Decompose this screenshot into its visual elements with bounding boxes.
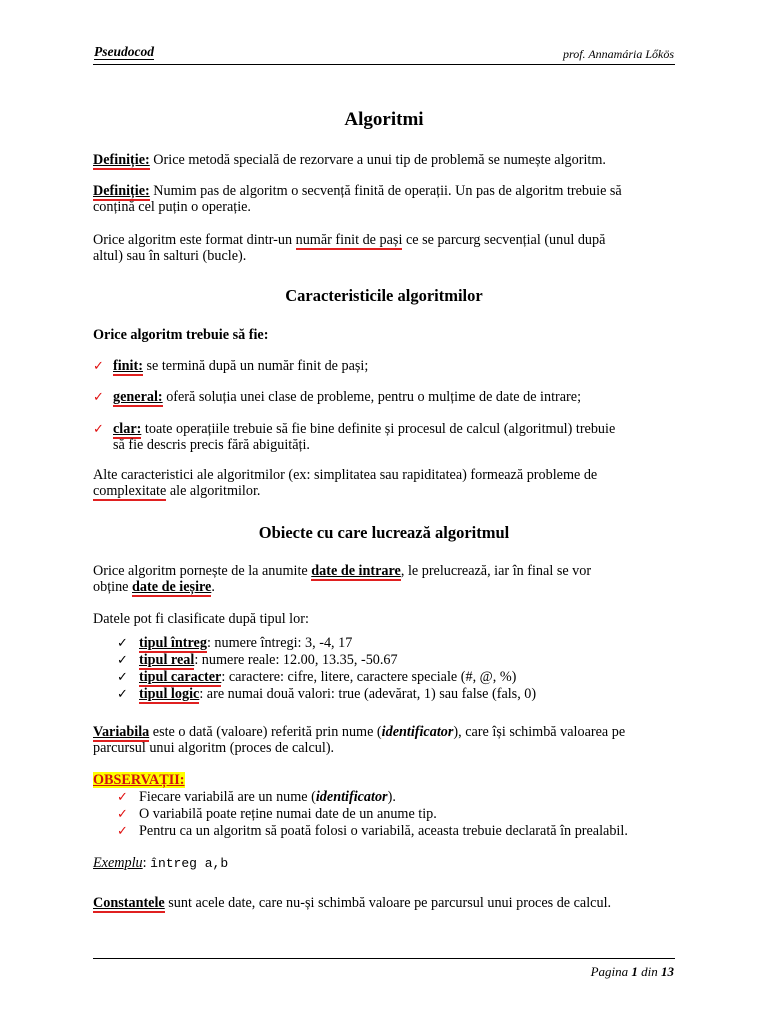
input-data-highlight: date de intrare xyxy=(311,563,401,579)
para1-line2: altul) sau în salturi (bucle). xyxy=(93,248,247,264)
variable-label: Variabila xyxy=(93,724,150,740)
checkmark-icon: ✓ xyxy=(117,686,128,701)
observation-item xyxy=(117,789,707,805)
observation-text: O variabilă poate reține numai date de un anume tip. xyxy=(139,806,437,822)
type-text: : are numai două valori: true (adevărat, 1) sau false (fals, 0) xyxy=(199,686,537,702)
checkmark-icon: ✓ xyxy=(117,789,128,804)
variable-identifier: identificator xyxy=(381,724,454,740)
trait-text: oferă soluția unei clase de probleme, pentru o mulțime de date de intrare; xyxy=(162,389,582,405)
definition-2-text: Numim pas de algoritm o secvență finită de operații. Un pas de algoritm trebuie să xyxy=(149,183,622,199)
header-title: Pseudocod xyxy=(94,44,154,59)
checkmark-icon: ✓ xyxy=(117,652,128,667)
variable-pre: este o dată (valoare) referită prin nume ( xyxy=(149,724,382,740)
para3-post2: . xyxy=(211,579,215,595)
section-heading-objects: Obiecte cu care lucrează algoritmul xyxy=(258,523,510,542)
para1-post: ce se parcurg secvențial (unul după xyxy=(402,232,606,248)
example-line xyxy=(93,855,683,872)
footer-rule xyxy=(93,958,675,959)
trait-label: clar: xyxy=(113,421,142,437)
constants-text: sunt acele date, care nu-și schimbă valoare pe parcursul unui proces de calcul. xyxy=(164,895,612,911)
trait-label: finit: xyxy=(113,358,143,374)
variable-line2: parcursul unui algoritm (proces de calcul). xyxy=(93,740,335,756)
constants-label: Constantele xyxy=(93,895,165,911)
para2-post: ale algoritmilor. xyxy=(166,483,261,499)
checkmark-icon: ✓ xyxy=(117,823,128,838)
header-rule xyxy=(93,64,675,65)
type-label: tipul real xyxy=(139,652,195,668)
total-pages: 13 xyxy=(661,964,674,979)
trait-text: toate operațiile trebuie să fie bine definite și procesul de calcul (algoritmul) trebuie xyxy=(141,421,616,437)
section-heading-characteristics: Caracteristicile algoritmilor xyxy=(285,286,483,305)
para3-pre: Orice algoritm pornește de la anumite xyxy=(93,563,312,579)
checkmark-icon: ✓ xyxy=(93,389,104,404)
definition-1-text: Orice metodă specială de rezorvare a unui tip de problemă se numește algoritm. xyxy=(149,152,606,168)
definition-1 xyxy=(93,152,683,168)
checkmark-icon: ✓ xyxy=(117,635,128,650)
checkmark-icon: ✓ xyxy=(93,358,104,373)
definition-2-text-line2: conțină cel puțin o operație. xyxy=(93,199,251,215)
observation-text: Pentru ca un algoritm să poată folosi o variabilă, aceasta trebuie declarată în prealabil. xyxy=(139,823,628,839)
checkmark-icon: ✓ xyxy=(117,669,128,684)
types-intro: Datele pot fi clasificate după tipul lor: xyxy=(93,611,309,627)
variable-post: ), care își schimbă valoarea pe xyxy=(453,724,626,740)
example-sep: : xyxy=(142,855,151,871)
page-mid: din xyxy=(637,964,661,979)
observation-item xyxy=(117,806,707,822)
trait-general xyxy=(93,389,683,405)
definition-2 xyxy=(93,183,683,215)
type-text: : caractere: cifre, litere, caractere speciale (#, @, %) xyxy=(221,669,517,685)
paragraph-input-output xyxy=(93,563,683,595)
observation-text: Fiecare variabilă are un nume ( xyxy=(139,789,316,805)
example-label: Exemplu xyxy=(93,855,143,871)
type-text: : numere întregi: 3, -4, 17 xyxy=(206,635,353,651)
observation-italic: identificator xyxy=(315,789,388,805)
trait-text-line2: să fie descris precis fără abiguități. xyxy=(113,437,310,453)
paragraph-constants xyxy=(93,895,683,911)
type-label: tipul întreg xyxy=(139,635,207,651)
paragraph-variable xyxy=(93,724,683,756)
example-code: întreg a,b xyxy=(150,856,229,871)
type-logic xyxy=(117,686,707,702)
header-author: prof. Annamária Lőkös xyxy=(562,47,674,61)
type-character xyxy=(117,669,707,685)
checkmark-icon: ✓ xyxy=(117,806,128,821)
current-page: 1 xyxy=(631,964,638,979)
finite-steps-highlight: număr finit de pași xyxy=(295,232,403,248)
para3-mid: , le prelucrează, iar în final se vor xyxy=(400,563,592,579)
trait-label: general: xyxy=(113,389,163,405)
observation-post: ). xyxy=(387,789,396,805)
type-real xyxy=(117,652,707,668)
paragraph-algorithm-steps xyxy=(93,232,683,264)
output-data-highlight: date de ieșire xyxy=(132,579,212,595)
observations-label: OBSERVAȚII: xyxy=(93,772,185,788)
page-prefix: Pagina xyxy=(590,964,632,979)
trait-clar xyxy=(93,421,683,453)
checkmark-icon: ✓ xyxy=(93,421,104,436)
trait-finit xyxy=(93,358,683,374)
para2-line1: Alte caracteristici ale algoritmilor (ex: simplitatea sau rapiditatea) formează probleme de xyxy=(93,467,598,483)
type-label: tipul caracter xyxy=(139,669,222,685)
trait-text: se termină după un număr finit de pași; xyxy=(142,358,369,374)
observation-item xyxy=(117,823,707,839)
type-integer xyxy=(117,635,707,651)
definition-1-label: Definiție: xyxy=(93,152,150,168)
observations-heading xyxy=(93,772,683,788)
must-be-heading: Orice algoritm trebuie să fie: xyxy=(93,327,269,343)
definition-2-label: Definiție: xyxy=(93,183,150,199)
paragraph-complexity xyxy=(93,467,683,499)
page-number xyxy=(591,964,674,980)
page-title: Algoritmi xyxy=(344,109,424,130)
para3-pre2: obține xyxy=(93,579,133,595)
para1-pre: Orice algoritm este format dintr-un xyxy=(93,232,296,248)
type-text: : numere reale: 12.00, 13.35, -50.67 xyxy=(194,652,398,668)
type-label: tipul logic xyxy=(139,686,200,702)
complexity-highlight: complexitate xyxy=(93,483,167,499)
